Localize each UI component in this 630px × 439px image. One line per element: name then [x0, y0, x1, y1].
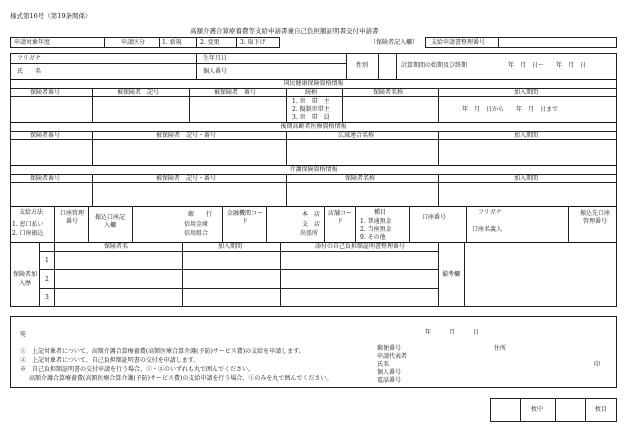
declaration-item-2: ② 上記対象者について、自己負担額証明書の交付を申請します。 — [20, 357, 200, 364]
nhi-insured-number: 被保険者 番号 — [214, 89, 257, 96]
elderly-insured: 被保険者 記号・番号 — [156, 132, 217, 139]
branch-code-label: 店舗コード — [328, 210, 353, 225]
application-type-withdraw[interactable]: 3. 取下げ — [240, 38, 266, 46]
calc-period-label: 計算期間の始期及び終期 — [401, 62, 468, 69]
account-kind-label: 種目 — [374, 209, 387, 216]
branch-label: 支 店 — [302, 221, 321, 228]
history-row-3: 3 — [45, 294, 49, 301]
care-period: 加入期間 — [514, 175, 539, 182]
credit-bank-label: 信用金庫 — [184, 221, 209, 228]
history-insurer-name: 保険者名 — [104, 243, 129, 250]
pay-method-label: 支給方法 — [19, 209, 44, 216]
nhi-relation-2[interactable]: 2. 擬制世帯主 — [292, 106, 330, 113]
head-office-label: 本 店 — [302, 211, 321, 218]
care-insurer-name: 保険者名称 — [345, 175, 376, 182]
nhi-period: 加入期間 — [514, 89, 539, 96]
nhi-period-value: 年 月 日から 年 月 日まで — [462, 106, 559, 113]
application-type-new[interactable]: 1. 新規 — [162, 38, 182, 46]
history-label: 保険者加入歴 — [13, 271, 38, 287]
page-number-label: 枚目 — [595, 406, 608, 413]
pay-method-window[interactable]: 1. 窓口払い — [12, 221, 44, 228]
nhi-relation-1[interactable]: 1. 世 帯 主 — [292, 98, 330, 105]
history-cert-number: 添付の自己負担額証明書整理番号 — [315, 243, 406, 250]
declaration-note-2: 高額介護合算療養費(高額医療合算介護(予防)サービス費)の支給申請を行う場合、①のみを丸で囲んでください。 — [29, 375, 333, 382]
application-year-label: 申請対象年度 — [14, 38, 51, 46]
form-number-label: 様式第16号（第19条関係） — [10, 12, 92, 20]
dob-label: 生年月日 — [203, 55, 228, 62]
history-row-1: 1 — [45, 257, 49, 264]
elderly-period: 加入期間 — [514, 132, 539, 139]
bank-label: 銀 行 — [188, 211, 213, 218]
furigana-label: フリガナ — [17, 55, 41, 62]
insurer-entry-note: （保険者記入欄） — [370, 38, 419, 46]
transfer-entry-label: 振込口座記入欄 — [94, 214, 125, 229]
destination-mgmt-number: 振込先口座管理番号 — [579, 210, 610, 225]
nhi-relation-3[interactable]: 3. 世 帯 員 — [292, 114, 330, 121]
sex-label: 性別 — [356, 62, 369, 69]
postal-code-label: 郵便番号 — [377, 345, 402, 352]
pay-method-transfer[interactable]: 2. 口座振込 — [12, 230, 44, 237]
seal-mark: 印 — [594, 361, 601, 368]
phone-number-label: 電話番号 — [377, 377, 402, 384]
care-section-title: 介護保険資格情報 — [289, 166, 338, 173]
history-period: 加入期間 — [218, 243, 243, 250]
total-pages-label: 枚中 — [531, 406, 544, 413]
sub-office-label: 出張所 — [300, 230, 319, 237]
application-type-change[interactable]: 2. 変更 — [200, 38, 220, 46]
elderly-union-name: 広域連合名称 — [338, 132, 375, 139]
account-kind-other[interactable]: 9. その他 — [360, 234, 386, 241]
care-insurer-num: 保険者番号 — [30, 175, 61, 182]
declaration-item-1: ① 上記対象者について、高額介護合算療養費(高額医療合算介護(予防)サービス費)の支給を申請します。 — [20, 348, 305, 355]
credit-union-label: 信用組合 — [184, 230, 209, 237]
holder-furigana-label: フリガナ — [478, 209, 502, 216]
institution-code-label: 金融機関コード — [227, 210, 264, 225]
calc-period-value: 年 月 日〜 年 月 日 — [508, 62, 587, 69]
account-mgmt-number: 口座管理番号 — [59, 210, 84, 225]
nhi-insurer-name: 保険者名称 — [373, 89, 404, 96]
elderly-insurer-num: 保険者番号 — [30, 132, 61, 139]
elderly-section-title: 後期高齢者医療資格情報 — [280, 123, 347, 130]
page-title: 高額介護合算療養費等支給申請書兼自己負担額証明書交付申請書 — [190, 27, 379, 35]
history-row-2: 2 — [45, 276, 49, 283]
application-type-label: 申請区分 — [121, 38, 146, 46]
nhi-relation: 続柄 — [305, 89, 318, 96]
remarks-label: 備考欄 — [442, 271, 461, 278]
care-insured: 被保険者 記号・番号 — [156, 175, 217, 182]
applicant-name-label: 氏名 — [377, 361, 390, 368]
address-label: 住所 — [494, 345, 507, 352]
account-kind-checking[interactable]: 2. 当座預金 — [360, 226, 392, 233]
nhi-insured-symbol: 被保険者 記号 — [117, 89, 160, 96]
application-number-label: 支給申請書整理番号 — [431, 38, 486, 46]
addressee: 宛 — [20, 331, 27, 338]
declaration-note-1: ※ 自己負担額証明書の交付申請を行う場合、①・②のいずれも丸で囲んでください。 — [20, 366, 255, 373]
account-kind-ordinary[interactable]: 1. 普通預金 — [360, 218, 392, 225]
nhi-insurer-num: 保険者番号 — [30, 89, 61, 96]
applicant-personal-number: 個人番号 — [377, 369, 402, 376]
personal-number-label: 個人番号 — [203, 68, 228, 75]
name-label: 氏 名 — [17, 68, 42, 75]
declaration-date: 年 月 日 — [425, 329, 480, 336]
account-number-label: 口座番号 — [422, 214, 447, 221]
account-holder-label: 口座名義人 — [472, 226, 503, 233]
representative-label: 申請代表者 — [377, 353, 408, 360]
nhi-section-title: 国民健康保険資格情報 — [283, 80, 344, 87]
